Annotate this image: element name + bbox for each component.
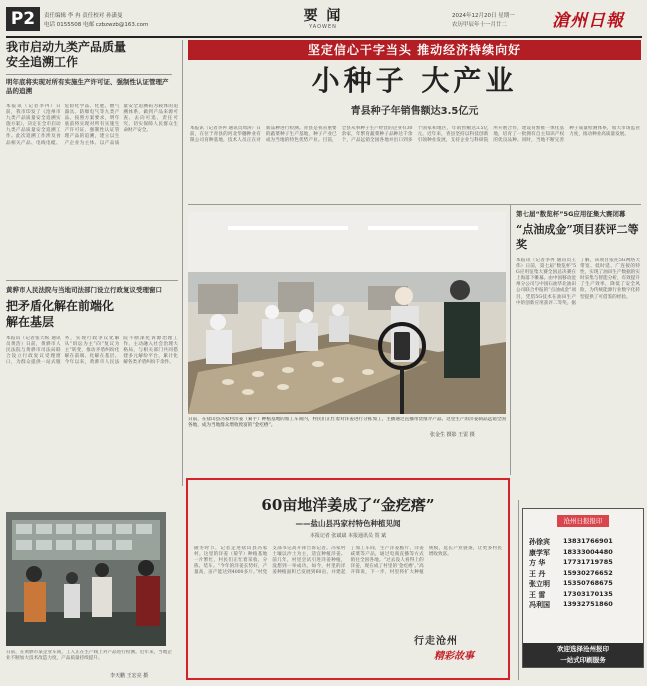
contact-row xyxy=(523,558,643,569)
contact-line: 电话 0155508 电邮 czbzwzb@163.com xyxy=(44,22,149,28)
contact-row xyxy=(523,590,643,601)
contact-row xyxy=(523,600,643,611)
right-article xyxy=(516,210,640,466)
section-subtitle: YAOWEN xyxy=(309,24,337,30)
article-kicker: 第七届“数览杯”5G应用征集大赛闭幕 xyxy=(516,210,626,218)
ad-footer-line-1: 欢迎选择沧州报印 xyxy=(557,645,609,653)
ad-footer xyxy=(523,643,643,667)
contact-row xyxy=(523,579,643,590)
ad-contacts xyxy=(523,537,643,611)
contact-row xyxy=(523,569,643,580)
main-photo-credit: 张金生 摄影 王雷 摄 xyxy=(430,432,475,438)
contact-phone: 15930276652 xyxy=(563,568,613,577)
contact-row xyxy=(523,548,643,559)
issue-date: 2024年12月20日 星期一 xyxy=(452,13,515,19)
lunar-date: 农历甲辰年十一月廿二 xyxy=(452,22,508,28)
banner-text: 坚定信心干字当头 推动经济持续向好 xyxy=(307,43,522,57)
contact-name: 冯利国 xyxy=(529,600,550,609)
contact-phone: 13831766901 xyxy=(563,537,613,545)
feature-body: 隆冬时节，记者走进盐山县冯家村。这里的洋姜（菊芋）种植基地一片繁忙，村民们正忙着采收、分拣、装车。“今年的洋姜长势好，产量高，亩产能达到4000多斤。”村党支部书记高开锋告诉记者。冯家村土壤以沙土为主，适宜种植洋姜。前几年，村里尝试引进洋姜种植，没想到一举成功。如今，村里的洋姜种植面积已发展到60亩，并建起了加工车间，生产洋姜脆片、洋姜咸菜等产品，通过电商直播等方式销往全国各地。“过去没人看得上的洋姜，现在成了村里的‘金疙瘩’。”高开锋说，下一步，村里将扩大种植规模，延长产业链条，让更多村民增收致富。 xyxy=(194,546,502,576)
contact-name: 王 丹 xyxy=(529,568,546,578)
editor-line: 责任编辑 李 冉 责任校对 孙潇曼 xyxy=(44,13,123,19)
feature-box xyxy=(186,478,510,680)
column-divider xyxy=(182,40,183,486)
contact-phone: 17303170135 xyxy=(563,589,613,598)
section-title: 要 闻 xyxy=(303,8,343,24)
feature-title: 60亩地洋姜成了“金疙瘩” xyxy=(261,496,435,514)
article-body: 本报讯（记者李冉 通讯员王伟）日前，第七届“数览杯”5G应用征集大赛全国总决赛在上海落下帷幕。由中国移动沧州分公司与中国石油华北油田公司联合申报的“点油成金”项目，凭借5G技术在油田生产中的创新应用获评二等奖。据了解，该项目依托5G网络大带宽、低时延、广连接的特性，实现了油田生产数据的实时采集与智能分析，有效提升了生产效率，降低了安全风险，为传统能源行业数字化转型提供了可借鉴的经验。 xyxy=(516,258,640,306)
print-ad xyxy=(522,508,644,668)
contact-name: 康学军 xyxy=(529,547,550,557)
header-rule xyxy=(6,36,642,38)
column-divider xyxy=(518,500,519,680)
photo-credit: 李天鹏 王宏亮 摄 xyxy=(110,673,149,679)
article-subtitle: 明年底将实现对所有实施生产许可证、强制性认证管理产品的追溯 xyxy=(6,78,169,95)
contact-phone: 18333004480 xyxy=(563,547,613,556)
feature-subtitle: ——盐山县冯家村特色种植见闻 xyxy=(295,519,401,528)
contact-phone: 17731719785 xyxy=(563,558,613,566)
contact-name: 王 雷 xyxy=(529,589,546,599)
banner xyxy=(188,40,641,60)
contact-phone: 15350768675 xyxy=(563,579,613,587)
contact-name: 张立明 xyxy=(529,579,550,588)
logo-line-1: 行走沧州 xyxy=(414,636,458,647)
contact-name: 孙徐宾 xyxy=(529,537,550,546)
ad-title: 沧州日报报印 xyxy=(557,515,609,527)
contact-name: 方 华 xyxy=(529,558,546,567)
top-article-title: 小种子 大产业 xyxy=(311,64,518,97)
left-article-1 xyxy=(6,40,178,232)
contact-phone: 13932751860 xyxy=(563,600,613,608)
page-header xyxy=(0,0,647,38)
left-article-2 xyxy=(6,286,178,472)
left-photo xyxy=(6,512,166,646)
story-logo xyxy=(414,632,502,668)
main-photo xyxy=(188,212,506,414)
main-photo-caption: 日前，在盐山县冯家村洋姜（菊芋）种植基地的加工车间内，村民们正忙着对洋姜进行分拣加工，主播通过直播带货推介产品。这里生产的洋姜制品远销全国各地，成为当地群众增收致富的“金疙瘩”。 xyxy=(188,417,506,429)
top-article-body: 本报讯（记者李冉 通讯员周涛）日前，在位于青县的河北华穗种业有限公司育种基地，技术人员正在对新品种进行检测。青县是我省重要的蔬菜种子生产基地，种子产业已成为当地的特色优势产业。目前，全县从事种子生产经营的企业有30余家，年繁育蔬菜种子品种达千余个，产品远销全国各地并出口到多个国家和地区，年销售额达3.5亿元。近年来，青县坚持以科技创新引领种业发展，支持企业与科研院所开展合作，建设育繁推一体化基地，培育了一批拥有自主知识产权的优良品种。同时，当地不断完善种子质量检测体系，加大市场监管力度，推动种业高质量发展。 xyxy=(190,126,640,144)
top-article-subtitle: 青县种子年销售额达3.5亿元 xyxy=(350,106,479,117)
page-number: P2 xyxy=(6,7,40,31)
article-body: 本报讯（记者李冉）日前，我市印发了《沧州市九类产品质量安全追溯实施方案》，决定在全市启动九类产品质量安全追溯工作。此次追溯工作涉及食品相关产品、电线电缆、危险化学品、化肥、燃气器具、防爆电气等九类产品。按照方案要求，明年底前将实现对所有实施生产许可证、强制性认证管理产品的追溯，建立以生产企业为主体、以产品质量安全追溯码为载体的追溯体系，做到产品来源可查、去向可追、责任可究，切实保障人民群众生命财产安全。 xyxy=(6,104,178,146)
processing-workshop-photo xyxy=(188,212,506,414)
workshop-photo xyxy=(6,512,166,646)
column-divider xyxy=(510,205,511,475)
feature-byline: 本报记者 张斌斌 本报通讯员 贺 斌 xyxy=(309,533,387,539)
article-kicker: 黄骅市人民法院与当地司法部门设立行政复议受理窗口 xyxy=(6,286,162,294)
masthead-logo: 滄州日報 xyxy=(552,11,624,31)
article-title: 把矛盾化解在前端化解在基层 xyxy=(6,299,115,329)
article-title: 我市启动九类产品质量安全追溯工作 xyxy=(6,40,127,69)
contact-row xyxy=(523,537,643,548)
photo-caption: 日前，在黄骅市某企业车间，工人正在生产线上对产品进行检测。近年来，当地企业不断加大技术改造力度，产品质量持续提升。 xyxy=(6,650,172,662)
article-title: “点油成金”项目获评二等奖 xyxy=(516,223,639,251)
article-body: 本报讯（记者张天纵 通讯员黄浩）日前，黄骅市人民法院与黄骅市司法局联合设立行政复议受理窗口，为群众提供一站式服务，实现行政争议化解从“诉讼为主”向“复议为主”转变，推动矛盾纠纷化解在前端、化解在基层。今年以来，黄骅市人民法院不断深化诉源治理工作，主动融入社会治理大格局，与相关部门共同搭建多元解纷平台，累计化解各类矛盾纠纷千余件。 xyxy=(6,336,178,366)
logo-line-2: 精彩故事 xyxy=(434,651,474,662)
ad-footer-line-2: 一站式印刷服务 xyxy=(560,656,606,664)
